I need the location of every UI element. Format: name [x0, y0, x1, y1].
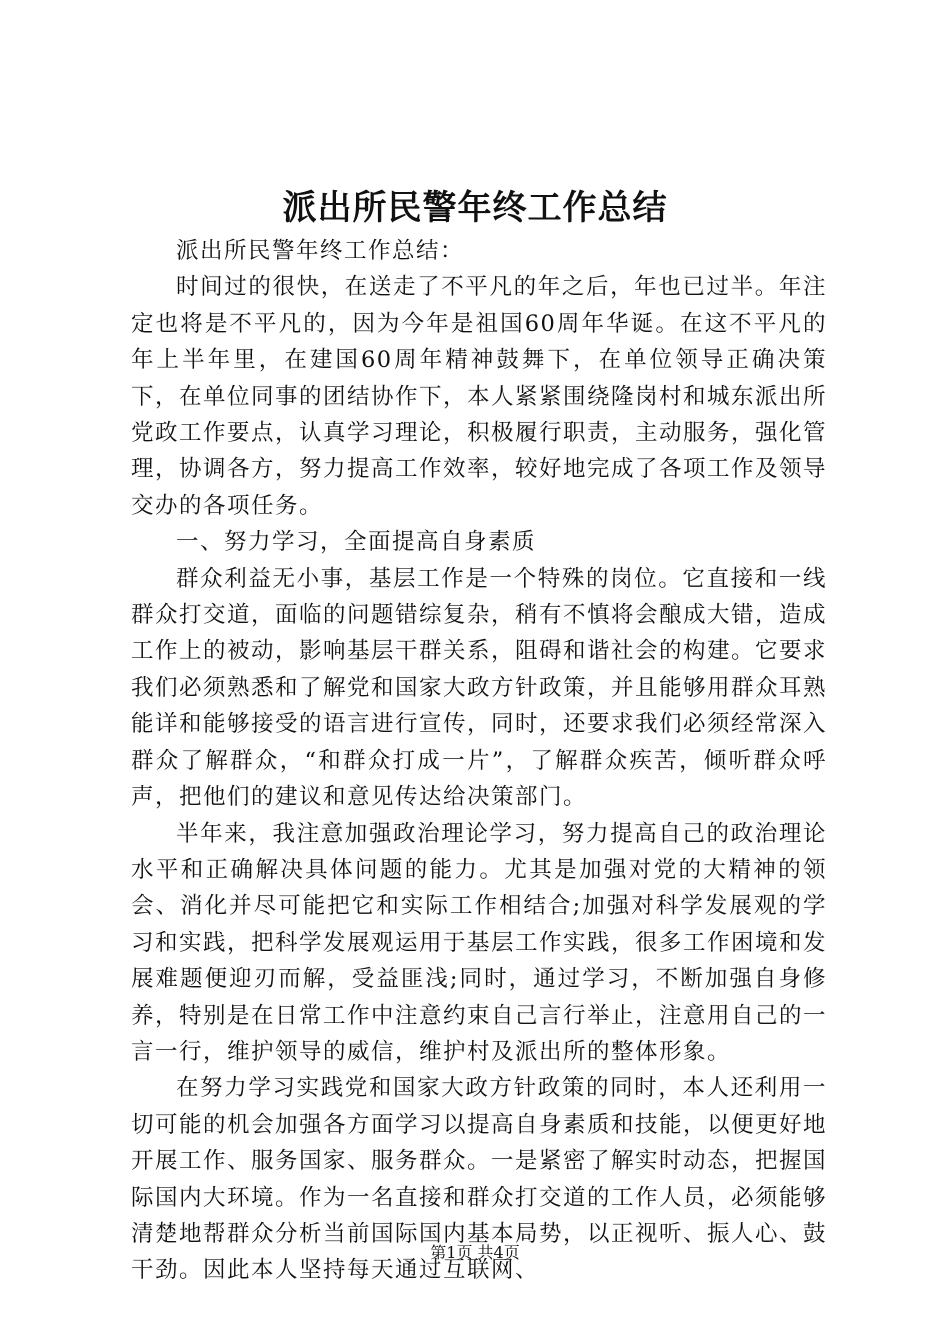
document-body: [131, 233, 827, 1289]
intro-paragraph: 时间过的很快，在送走了不平凡的年之后，年也已过半。年注定也将是不平凡的，因为今年是祖国60周年华诞。在这不平凡的年上半年里，在建国60周年精神鼓舞下，在单位领导正确决策下，在单位同事的团结协作下，本人紧紧围绕隆岗村和城东派出所党政工作要点，认真学习理论，积极履行职责，主动服务，强化管理，协调各方，努力提高工作效率，较好地完成了各项工作及领导交办的各项任务。: [131, 274, 828, 519]
document-title: 派出所民警年终工作总结: [282, 188, 668, 228]
opening-line: 派出所民警年终工作总结：: [176, 238, 465, 264]
page-number-footer: 第1页 共4页: [430, 1243, 520, 1262]
body-paragraph: 半年来，我注意加强政治理论学习，努力提高自己的政治理论水平和正确解决具体问题的能力。尤其是加强对党的大精神的领会、消化并尽可能把它和实际工作相结合;加强对科学发展观的学习和实践，把科学发展观运用于基层工作实践，很多工作困境和发展难题便迎刃而解，受益匪浅;同时，通过学习，不断加强自身修养，特别是在日常工作中注意约束自己言行举止，注意用自己的一言一行，维护领导的威信，维护村及派出所的整体形象。: [131, 820, 828, 1065]
body-paragraph: 在努力学习实践党和国家大政方针政策的同时，本人还利用一切可能的机会加强各方面学习以提高自身素质和技能，以便更好地开展工作、服务国家、服务群众。一是紧密了解实时动态，把握国际国内大环境。作为一名直接和群众打交道的工作人员，必须能够清楚地帮群众分析当前国际国内基本局势，以正视听、振人心、鼓干劲。因此本人坚持每天通过互联网、: [131, 1075, 828, 1284]
body-paragraph: 群众利益无小事，基层工作是一个特殊的岗位。它直接和一线群众打交道，面临的问题错综复杂，稍有不慎将会酿成大错，造成工作上的被动，影响基层干群关系，阻碍和谐社会的构建。它要求我们必须熟悉和了解党和国家大政方针政策，并且能够用群众耳熟能详和能够接受的语言进行宣传，同时，还要求我们必须经常深入群众了解群众，“和群众打成一片”，了解群众疾苦，倾听群众呼声，把他们的建议和意见传达给决策部门。: [131, 565, 828, 811]
section-heading: 一、努力学习，全面提高自身素质: [176, 529, 537, 556]
